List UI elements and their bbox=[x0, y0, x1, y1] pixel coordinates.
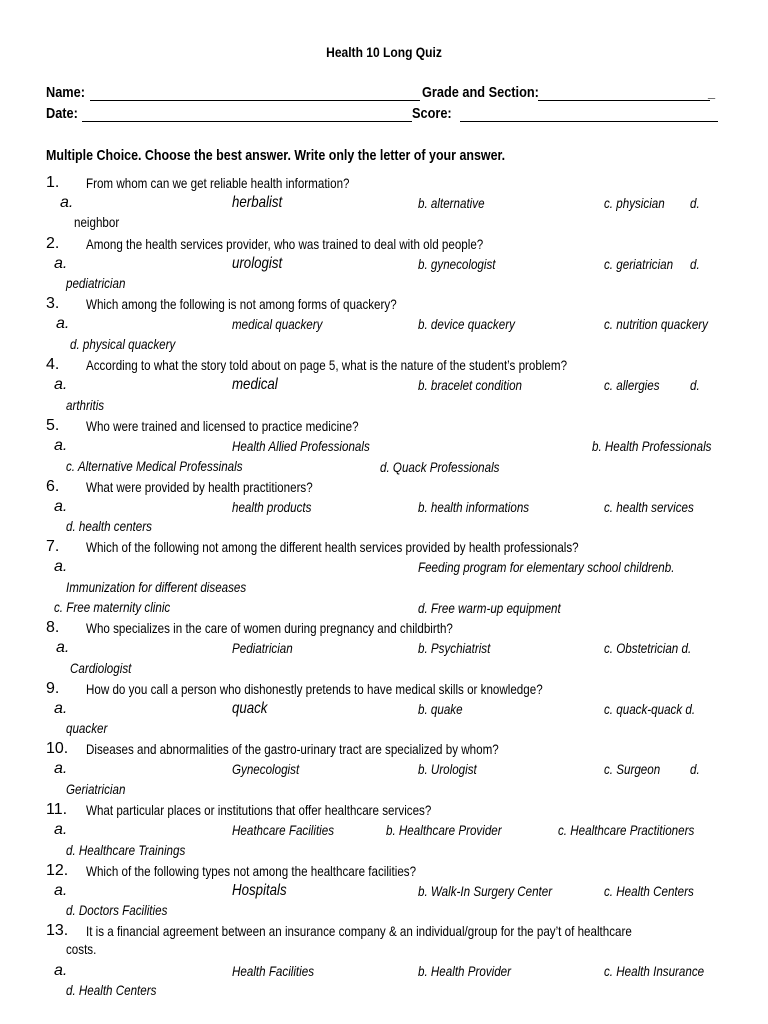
option-c: c. Free maternity clinic bbox=[54, 599, 171, 615]
question-12-option-d bbox=[0, 902, 768, 922]
option-d: d. physical quackery bbox=[70, 336, 176, 352]
option-c: c. allergies bbox=[604, 377, 660, 393]
option-d-label: d. bbox=[690, 761, 700, 777]
question-text: What were provided by health practitioners? bbox=[86, 479, 313, 495]
question-text: What particular places or institutions that offer healthcare services? bbox=[86, 802, 432, 818]
question-12-options bbox=[0, 882, 768, 902]
question-number: 6. bbox=[46, 478, 60, 495]
question-number: 8. bbox=[46, 619, 60, 636]
question-2 bbox=[0, 235, 768, 255]
question-8-options bbox=[0, 639, 768, 659]
question-11 bbox=[0, 801, 768, 821]
question-1-option-d bbox=[0, 214, 768, 234]
question-10 bbox=[0, 740, 768, 760]
instructions: Multiple Choice. Choose the best answer. Write only the letter of your answer. bbox=[46, 147, 506, 164]
question-text: Which of the following not among the different health services provided by health professionals? bbox=[86, 539, 579, 555]
score-blank[interactable] bbox=[460, 121, 718, 122]
option-d-label: d. bbox=[690, 377, 700, 393]
option-d: Geriatrician bbox=[66, 781, 126, 797]
question-number: 10. bbox=[46, 740, 69, 757]
option-c: c. Health Insurance bbox=[604, 963, 705, 979]
option-a-label: a. bbox=[56, 315, 70, 332]
option-d: d. Quack Professionals bbox=[380, 459, 500, 475]
option-d: d. health centers bbox=[66, 518, 152, 534]
question-number: 3. bbox=[46, 295, 60, 312]
question-text-continued: costs. bbox=[66, 941, 97, 957]
option-b: b. bracelet condition bbox=[418, 377, 523, 393]
question-1-options bbox=[0, 194, 768, 214]
question-2-option-d bbox=[0, 275, 768, 295]
question-4-option-d bbox=[0, 397, 768, 417]
question-7-options-cd bbox=[0, 599, 768, 619]
grade-section-label: Grade and Section: bbox=[422, 84, 539, 101]
question-5-options bbox=[0, 437, 768, 457]
option-a-label: a. bbox=[54, 760, 68, 777]
question-2-options bbox=[0, 255, 768, 275]
option-b: b. Health Provider bbox=[418, 963, 512, 979]
option-d-label: d. bbox=[690, 195, 700, 211]
option-c: c. Healthcare Practitioners bbox=[558, 822, 695, 838]
question-7-option-b bbox=[0, 579, 768, 599]
option-a: Heathcare Facilities bbox=[232, 822, 335, 838]
question-13-option-d bbox=[0, 982, 768, 1002]
option-d: quacker bbox=[66, 720, 108, 736]
question-text: Who specializes in the care of women during pregnancy and childbirth? bbox=[86, 620, 453, 636]
question-9-options bbox=[0, 700, 768, 720]
name-row bbox=[46, 84, 718, 104]
option-d: arthritis bbox=[66, 397, 105, 413]
option-a-label: a. bbox=[54, 255, 68, 272]
option-a: medical quackery bbox=[232, 316, 323, 332]
option-b: Immunization for different diseases bbox=[66, 579, 247, 595]
question-number: 9. bbox=[46, 680, 60, 697]
question-5-options-cd bbox=[0, 458, 768, 478]
quiz-title: Health 10 Long Quiz bbox=[326, 44, 442, 60]
score-label: Score: bbox=[412, 105, 452, 122]
grade-section-tail: _ bbox=[708, 84, 716, 101]
option-a-label: a. bbox=[54, 700, 68, 717]
option-b: b. alternative bbox=[418, 195, 485, 211]
date-blank[interactable] bbox=[82, 121, 412, 122]
option-a-label: a. bbox=[54, 882, 68, 899]
option-d: pediatrician bbox=[66, 275, 126, 291]
option-c: c. Health Centers bbox=[604, 883, 694, 899]
question-11-option-d bbox=[0, 842, 768, 862]
question-10-options bbox=[0, 760, 768, 780]
question-number: 13. bbox=[46, 922, 69, 939]
option-a-label: a. bbox=[54, 821, 68, 838]
option-d: d. Healthcare Trainings bbox=[66, 842, 186, 858]
option-a: herbalist bbox=[232, 194, 283, 211]
question-6-option-d bbox=[0, 518, 768, 538]
option-c: c. Surgeon bbox=[604, 761, 661, 777]
option-a: Pediatrician bbox=[232, 640, 293, 656]
option-a: Gynecologist bbox=[232, 761, 300, 777]
question-8 bbox=[0, 619, 768, 639]
question-text: Which among the following is not among forms of quackery? bbox=[86, 296, 397, 312]
question-12 bbox=[0, 862, 768, 882]
question-6-options bbox=[0, 498, 768, 518]
question-4-options bbox=[0, 376, 768, 396]
option-a: Health Allied Professionals bbox=[232, 438, 370, 454]
question-3-option-d bbox=[0, 336, 768, 356]
option-c: c. health services bbox=[604, 499, 694, 515]
question-8-option-d bbox=[0, 660, 768, 680]
question-text: It is a financial agreement between an insurance company & an individual/group for the pay’t of healthcare bbox=[86, 923, 632, 939]
question-4 bbox=[0, 356, 768, 376]
option-b: b. Psychiatrist bbox=[418, 640, 491, 656]
option-a-label: a. bbox=[54, 558, 68, 575]
option-c: c. geriatrician bbox=[604, 256, 674, 272]
date-label: Date: bbox=[46, 105, 78, 122]
option-c: c. Obstetrician d. bbox=[604, 640, 692, 656]
option-a: Health Facilities bbox=[232, 963, 315, 979]
question-text: Diseases and abnormalities of the gastro-urinary tract are specialized by whom? bbox=[86, 741, 499, 757]
option-a: Hospitals bbox=[232, 882, 287, 899]
option-c: c. nutrition quackery bbox=[604, 316, 708, 332]
question-3 bbox=[0, 295, 768, 315]
question-text: According to what the story told about on page 5, what is the nature of the student’s problem? bbox=[86, 357, 568, 373]
question-text: Who were trained and licensed to practice medicine? bbox=[86, 418, 359, 434]
question-9 bbox=[0, 680, 768, 700]
option-d: d. Free warm-up equipment bbox=[418, 600, 561, 616]
question-10-option-d bbox=[0, 781, 768, 801]
question-number: 1. bbox=[46, 174, 60, 191]
option-b: b. quake bbox=[418, 701, 463, 717]
grade-section-blank[interactable] bbox=[538, 100, 710, 101]
question-7-options bbox=[0, 558, 768, 578]
option-b: b. Health Professionals bbox=[592, 438, 712, 454]
option-b: b. health informations bbox=[418, 499, 530, 515]
option-d: d. Health Centers bbox=[66, 982, 157, 998]
question-6 bbox=[0, 478, 768, 498]
question-text: Which of the following types not among the healthcare facilities? bbox=[86, 863, 417, 879]
option-a-label: a. bbox=[54, 376, 68, 393]
question-11-options bbox=[0, 821, 768, 841]
option-d-label: d. bbox=[690, 256, 700, 272]
option-d: Cardiologist bbox=[70, 660, 132, 676]
name-blank[interactable] bbox=[90, 100, 420, 101]
option-a-label: a. bbox=[56, 639, 70, 656]
option-b: b. Healthcare Provider bbox=[386, 822, 502, 838]
question-5 bbox=[0, 417, 768, 437]
option-a-label: a. bbox=[54, 962, 68, 979]
option-b: b. gynecologist bbox=[418, 256, 496, 272]
question-text: How do you call a person who dishonestly pretends to have medical skills or knowledge? bbox=[86, 681, 543, 697]
question-7 bbox=[0, 538, 768, 558]
name-label: Name: bbox=[46, 84, 85, 101]
option-a-label: a. bbox=[54, 437, 68, 454]
option-a: medical bbox=[232, 376, 278, 393]
option-c: c. quack-quack d. bbox=[604, 701, 696, 717]
option-a: quack bbox=[232, 700, 268, 717]
question-13-text-cont bbox=[0, 941, 768, 961]
question-13 bbox=[0, 922, 768, 942]
option-b: b. device quackery bbox=[418, 316, 515, 332]
question-text: From whom can we get reliable health information? bbox=[86, 175, 350, 191]
question-3-options bbox=[0, 315, 768, 335]
option-d: neighbor bbox=[74, 214, 120, 230]
question-text: Among the health services provider, who was trained to deal with old people? bbox=[86, 236, 484, 252]
question-number: 12. bbox=[46, 862, 69, 879]
question-9-option-d bbox=[0, 720, 768, 740]
option-d: d. Doctors Facilities bbox=[66, 902, 168, 918]
option-a: health products bbox=[232, 499, 312, 515]
question-number: 5. bbox=[46, 417, 60, 434]
option-a-label: a. bbox=[60, 194, 74, 211]
option-a: Feeding program for elementary school childrenb. bbox=[418, 559, 675, 575]
date-row bbox=[46, 105, 718, 125]
option-c: c. Alternative Medical Professinals bbox=[66, 458, 243, 474]
question-number: 4. bbox=[46, 356, 60, 373]
question-number: 11. bbox=[46, 801, 68, 818]
question-1 bbox=[0, 174, 768, 194]
option-b: b. Walk-In Surgery Center bbox=[418, 883, 553, 899]
question-number: 2. bbox=[46, 235, 60, 252]
option-a-label: a. bbox=[54, 498, 68, 515]
option-a: urologist bbox=[232, 255, 283, 272]
question-number: 7. bbox=[46, 538, 60, 555]
question-13-options bbox=[0, 962, 768, 982]
option-c: c. physician bbox=[604, 195, 665, 211]
option-b: b. Urologist bbox=[418, 761, 477, 777]
